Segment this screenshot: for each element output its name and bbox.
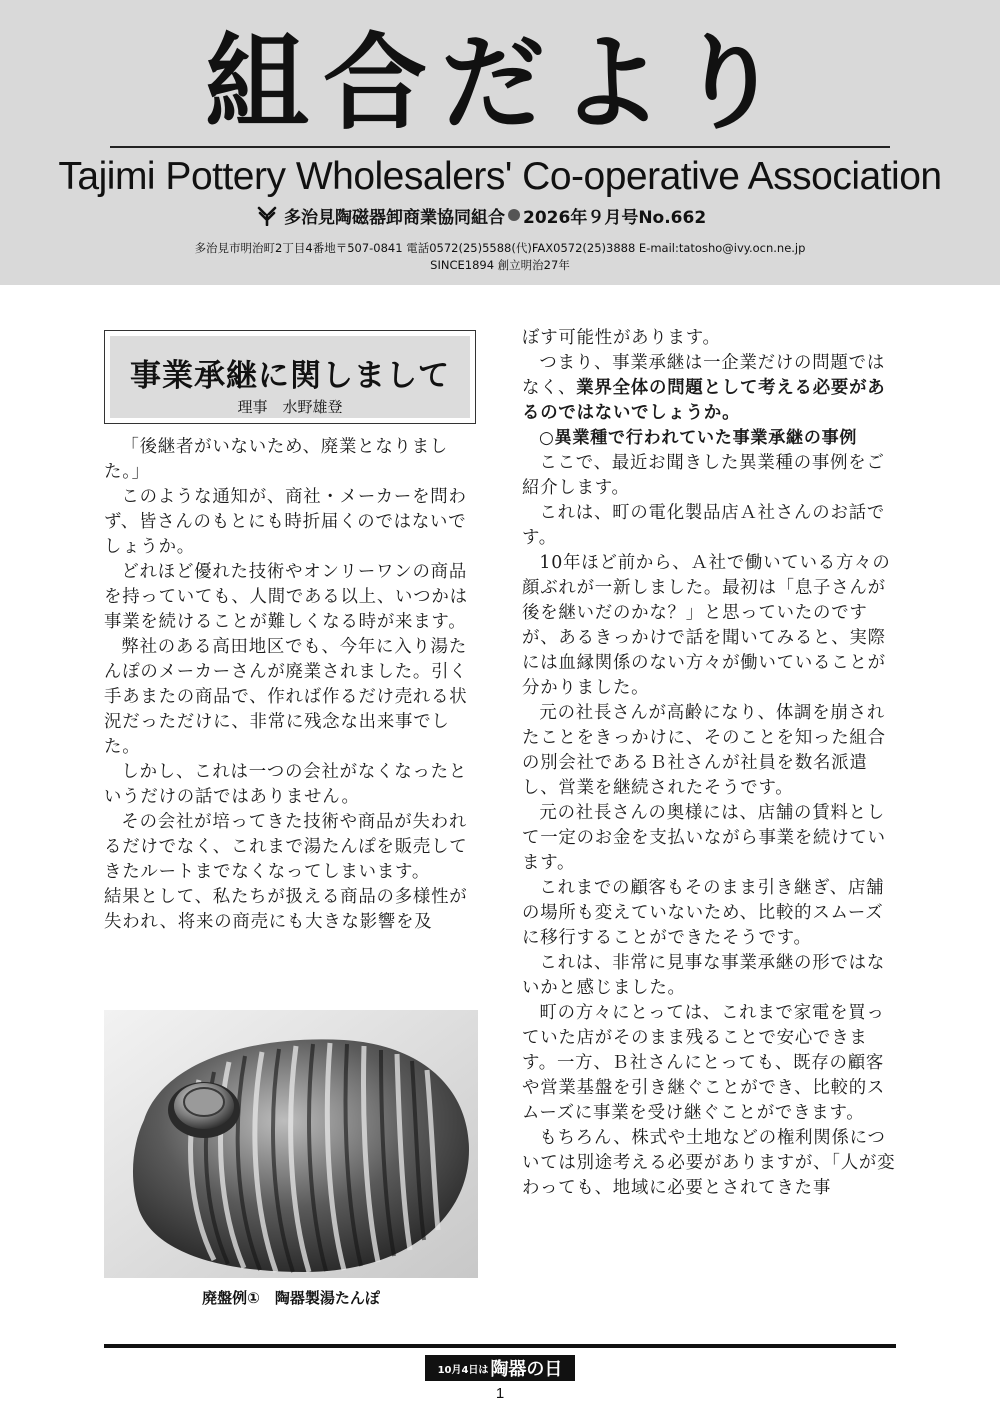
section-subheading: ○異業種で行われていた事業承継の事例 — [539, 428, 858, 448]
headline-panel — [110, 336, 470, 418]
paragraph: 「後継者がいないため、廃業となりました。」 — [104, 437, 449, 482]
paragraph — [522, 351, 898, 426]
article-column-left — [104, 435, 480, 935]
masthead — [0, 0, 1000, 285]
badge-date: 10月4日は — [437, 1364, 489, 1376]
photo-caption: 廃盤例① 陶器製湯たんぽ — [202, 1289, 380, 1307]
separator-dot-icon — [508, 209, 520, 221]
since-line: SINCE1894 創立明治27年 — [430, 258, 570, 272]
paragraph: これは、町の電化製品店Ａ社さんのお話です。 — [522, 503, 886, 548]
hot-water-bottle-photo — [104, 1010, 478, 1278]
paragraph: 元の社長さんの奥様には、店舗の賃料として一定のお金を支払いながら事業を続けています。 — [522, 803, 886, 873]
masthead-rule — [110, 146, 890, 148]
contact-info — [0, 240, 1000, 274]
article-byline: 理事 水野雄登 — [237, 398, 343, 416]
pottery-day-badge — [425, 1355, 575, 1381]
newsletter-logo-title: 組合だより — [204, 21, 795, 144]
paragraph: これは、非常に見事な事業承継の形ではないかと感じました。 — [522, 953, 886, 998]
paragraph: 10年ほど前から、Ａ社で働いている方々の顔ぶれが一新しました。最初は「息子さんが後を継いだのかな？」と思っていたのですが、あるきっかけで話を聞いてみると、実際には血縁関係のない方々が働いていることが分かりました。 — [522, 553, 891, 698]
footer-rule — [104, 1344, 896, 1348]
org-name-japanese: 多治見陶磁器卸商業協同組合 — [284, 207, 505, 228]
paragraph: ここで、最近お聞きした異業種の事例をご紹介します。 — [522, 453, 885, 498]
paragraph: 弊社のある高田地区でも、今年に入り湯たんぽのメーカーさんが廃業されました。引く手あまたの商品で、作れば作るだけ売れる状況だっただけに、非常に残念な出来事でした。 — [104, 637, 468, 757]
paragraph: このような通知が、商社・メーカーを問わず、皆さんのもとにも時折届くのではないでしょうか。 — [104, 487, 467, 557]
paragraph-continued: 結果として、私たちが扱える商品の多様性が失われ、将来の商売にも大きな影響を及 — [104, 887, 468, 932]
paragraph: 町の方々にとっては、これまで家電を買っていた店がそのまま残ることで安心できます。一方、Ｂ社さんにとっても、既存の顧客や営業基盤を引き継ぐことができ、比較的スムーズに事業を受け継ぐことができます。 — [522, 1003, 886, 1123]
paragraph: その会社が培ってきた技術や商品が失われるだけでなく、これまで湯たんぽを販売してきたルートまでなくなってしまいます。 — [104, 812, 468, 882]
org-name-english: Tajimi Pottery Wholesalers' Co-operative Association — [58, 155, 942, 198]
paragraph: もちろん、株式や土地などの権利関係については別途考える必要がありますが、「人が変わっても、地域に必要とされてきた事 — [522, 1128, 896, 1198]
article-column-right — [522, 326, 898, 1201]
article-headline-box — [104, 330, 476, 424]
paragraph: 元の社長さんが高齢になり、体調を崩されたことをきっかけに、そのことを知った組合の別会社であるＢ社さんが社員を数名派遣し、営業を継続されたそうです。 — [522, 703, 886, 798]
article-headline: 事業承継に関しまして — [130, 358, 450, 394]
paragraph-continued: ぼす可能性があります。 — [522, 328, 721, 348]
badge-title: 陶器の日 — [490, 1359, 563, 1380]
issue-number: 2026年９月号No.662 — [523, 207, 707, 228]
paragraph: これまでの顧客もそのまま引き継ぎ、店舗の場所も変えていないため、比較的スムーズに移行することができたそうです。 — [522, 878, 885, 948]
association-mark-icon — [256, 204, 278, 226]
page-number: 1 — [495, 1385, 505, 1402]
address-line: 多治見市明治町2丁目4番地〒507-0841 電話0572(25)5588(代)FAX0572(25)3888 E-mail:tatosho@ivy.ocn.ne.jp — [194, 241, 806, 255]
paragraph: しかし、これは一つの会社がなくなったというだけの話ではありません。 — [104, 762, 468, 807]
paragraph-text: つまり、事業承継は一企業だけの問題ではなく、 — [522, 353, 886, 398]
paragraph: どれほど優れた技術やオンリーワンの商品を持っていても、人間である以上、いつかは事業を続けることが難しくなる時が来ます。 — [104, 562, 468, 632]
org-name-line — [256, 202, 706, 228]
emphasized-text: 業界全体の問題として考える必要があるのではないでしょうか。 — [522, 378, 886, 423]
